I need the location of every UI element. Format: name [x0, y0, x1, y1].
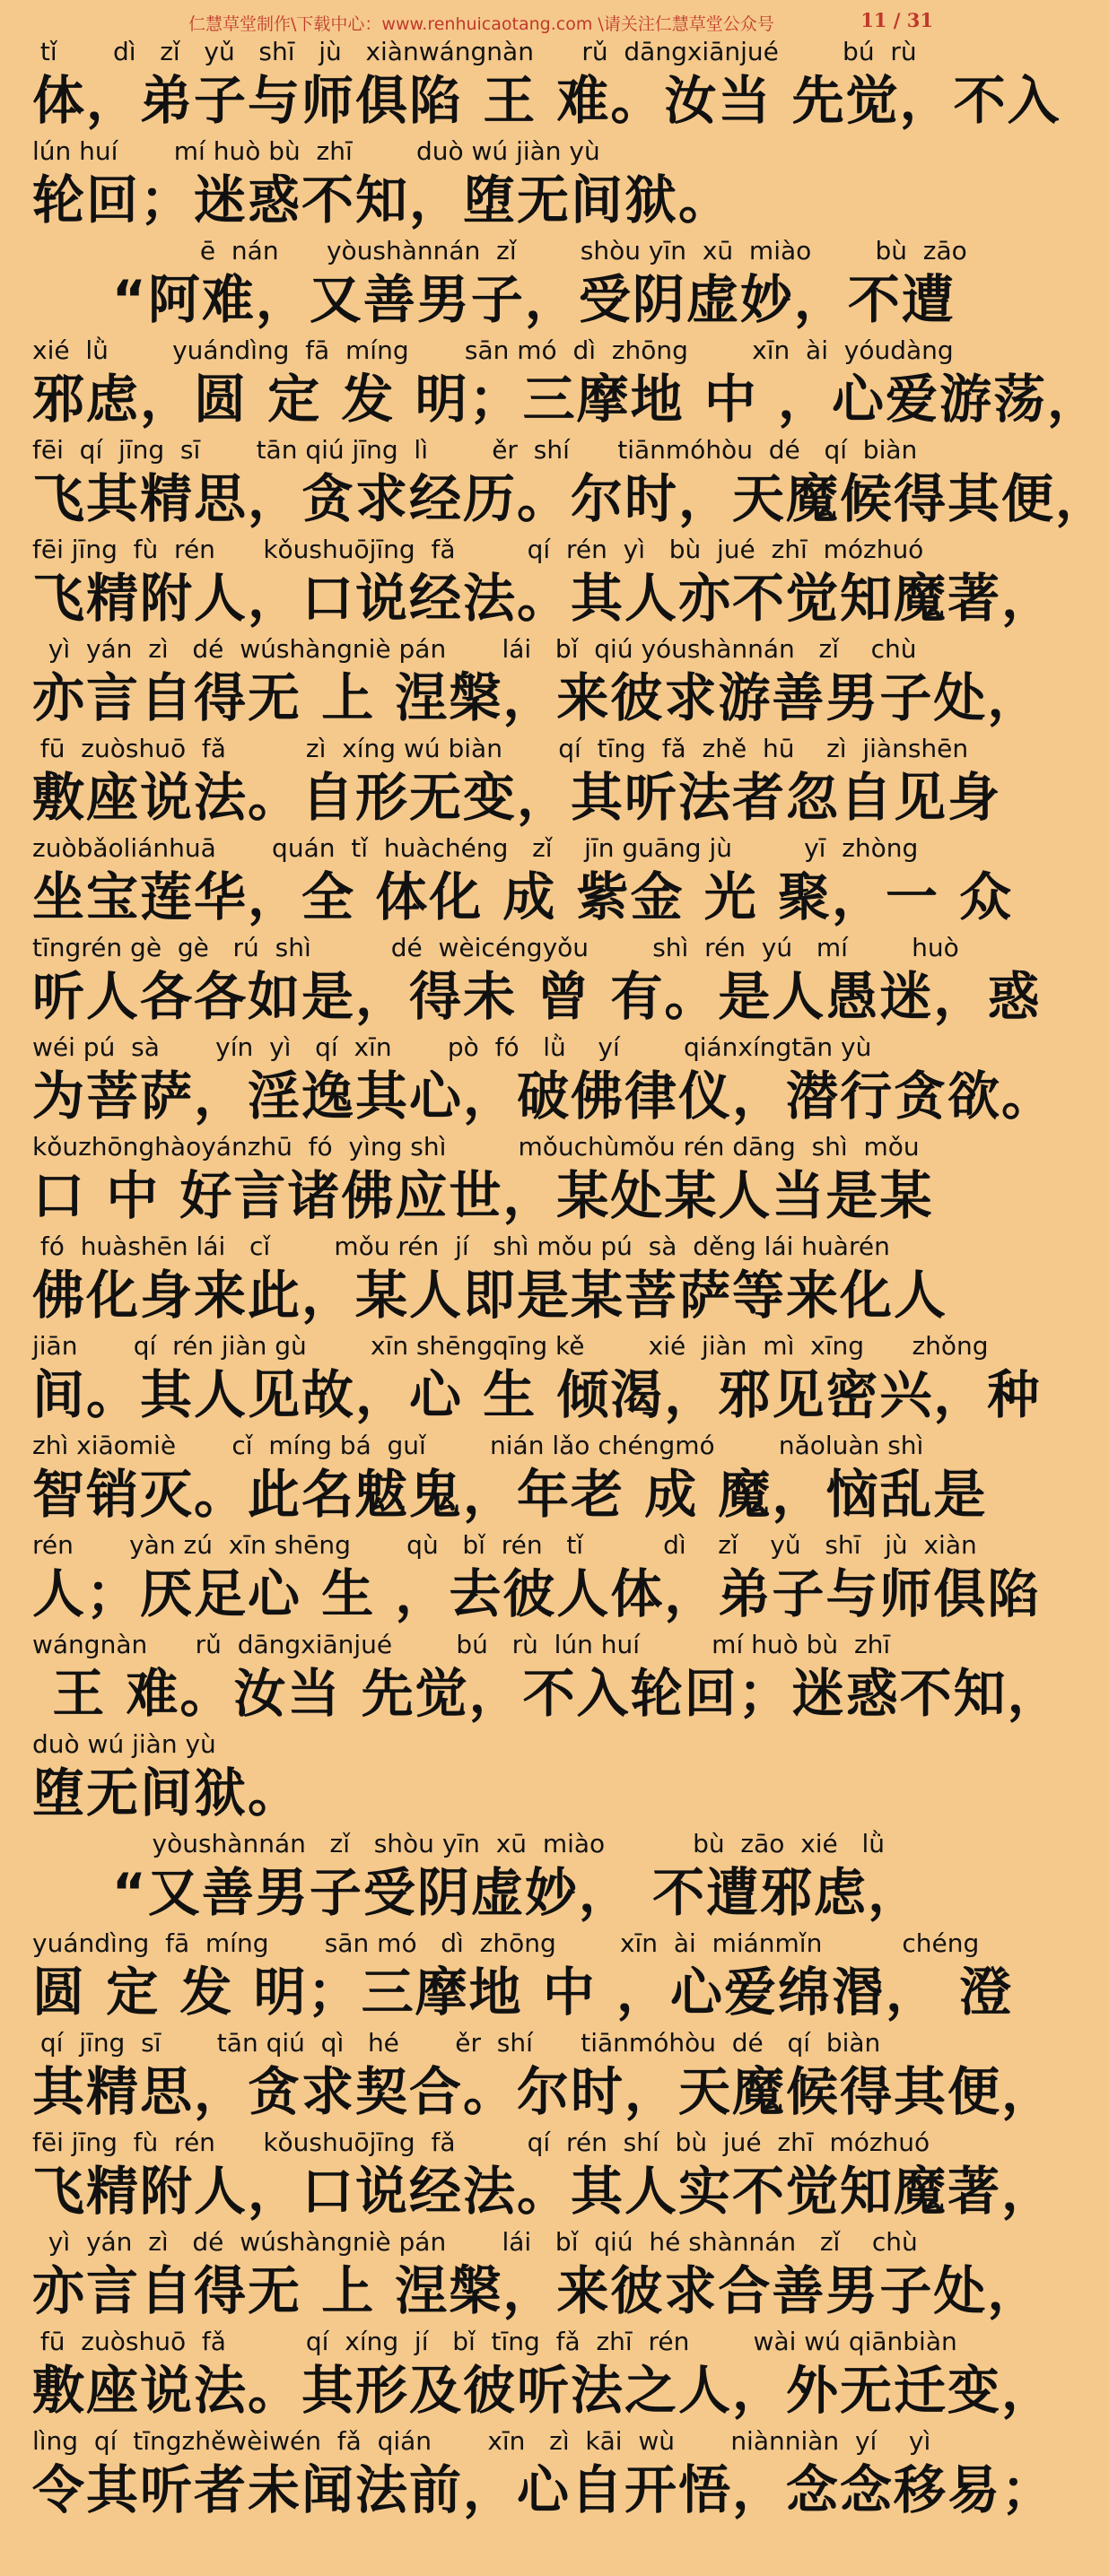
pinyin-line: kǒuzhōnghàoyánzhū fó yìng shì mǒuchùmǒu rén dāng shì mǒu [32, 1132, 920, 1162]
text-line [32, 1330, 1042, 1430]
hanzi-line: 飞精附人，口说经法。其人实不觉知魔著， [32, 2161, 1056, 2222]
text-line [32, 2226, 1042, 2326]
text-line [32, 2425, 1056, 2525]
text-line [32, 1430, 988, 1529]
pinyin-line: lún huí mí huò bù zhī duò wú jiàn yù [32, 136, 600, 166]
hanzi-line: 敷座说法。自形无变，其听法者忽自见身 [32, 767, 1002, 828]
hanzi-line: 听人各各如是，得未 曾 有。是人愚迷，惑 [32, 966, 1042, 1027]
pinyin-line: yòushànnán zǐ shòu yīn xū miào bù zāo xié lǜ [32, 1829, 886, 1858]
pinyin-line: wéi pú sà yín yì qí xīn pò fó lǜ yí qiánxíngtān yù [32, 1032, 872, 1062]
hanzi-line: 口 中 好言诸佛应世，某处某人当是某 [32, 1165, 934, 1226]
hanzi-line: 其精思，贪求契合。尔时，天魔候得其便， [32, 2061, 1056, 2122]
text-line [32, 235, 967, 335]
pinyin-line: wángnàn rǔ dāngxiānjué bú rù lún huí mí huò bù zhī [32, 1630, 891, 1659]
hanzi-line: 邪虑，圆 定 发 明；三摩地 中 ，心爱游荡， [32, 369, 1101, 430]
hanzi-line: “阿难，又善男子，受阴虚妙，不遭 [32, 269, 956, 330]
hanzi-line: 堕无间狱。 [32, 1762, 302, 1823]
hanzi-line: “又善男子受阴虚妙， 不遭邪虑， [32, 1862, 922, 1923]
page-header [0, 7, 969, 38]
header-title: 仁慧草堂制作\下载中心：www.renhuicaotang.com \请关注仁慧草堂公众号 [188, 14, 774, 34]
text-line [32, 1828, 939, 1928]
text-line [32, 2127, 1056, 2226]
text-line [32, 135, 939, 235]
pinyin-line: yì yán zì dé wúshàngniè pán lái bǐ qiú hé shànnán zǐ chù [32, 2227, 918, 2257]
pinyin-line: fū zuòshuō fǎ zì xíng wú biàn qí tīng fǎ zhě hū zì jiànshēn [32, 734, 969, 763]
text-line [32, 534, 1056, 633]
pinyin-line: yuándìng fā míng sān mó dì zhōng xīn ài miánmǐn chéng [32, 1928, 980, 1958]
pinyin-line: zuòbǎoliánhuā quán tǐ huàchéng zǐ jīn guāng jù yī zhòng [32, 833, 919, 863]
text-line [32, 932, 1042, 1031]
pinyin-line: zhì xiāomiè cǐ míng bá guǐ nián lǎo chéngmó nǎoluàn shì [32, 1431, 924, 1460]
text-line [32, 1928, 1014, 2027]
hanzi-line: 轮回；迷惑不知，堕无间狱。 [32, 170, 733, 231]
hanzi-line: 令其听者未闻法前，心自开悟，念念移易； [32, 2459, 1056, 2520]
hanzi-line: 飞精附人，口说经法。其人亦不觉知魔著， [32, 568, 1056, 629]
hanzi-line: 飞其精思，贪求经历。尔时，天魔候得其便， [32, 468, 1109, 529]
pinyin-line: fó huàshēn lái cǐ mǒu rén jí shì mǒu pú sà děng lái huàrén [32, 1231, 890, 1261]
pinyin-line: fū zuòshuō fǎ qí xíng jí bǐ tīng fǎ zhī rén wài wú qiānbiàn [32, 2327, 957, 2356]
hanzi-line: 间。其人见故，心 生 倾渴，邪见密兴，种 [32, 1364, 1042, 1425]
pinyin-line: yì yán zì dé wúshàngniè pán lái bǐ qiú yóushànnán zǐ chù [32, 634, 917, 664]
hanzi-line: 王 难。汝当 先觉，不入轮回；迷惑不知， [32, 1663, 1061, 1724]
text-line [32, 1131, 939, 1231]
text-line [32, 633, 1042, 733]
hanzi-line: 佛化身来此，某人即是某菩萨等来化人 [32, 1265, 948, 1326]
hanzi-line: 亦言自得无 上 涅槃，来彼求合善男子处， [32, 2260, 1042, 2321]
text-line [32, 2027, 1056, 2127]
text-line [32, 733, 1002, 832]
pinyin-line: rén yàn zú xīn shēng qù bǐ rén tǐ dì zǐ yǔ shī jù xiàn [32, 1530, 977, 1560]
text-line [32, 1231, 948, 1330]
pinyin-line: xié lǜ yuándìng fā míng sān mó dì zhōng xīn ài yóudàng [32, 335, 954, 365]
text-line [32, 335, 1101, 434]
page-number: 11 / 31 [860, 9, 933, 31]
pinyin-line: jiān qí rén jiàn gù xīn shēngqīng kě xié jiàn mì xīng zhǒng [32, 1331, 989, 1361]
hanzi-line: 体，弟子与师俱陷 王 难。汝当 先觉，不入 [32, 70, 1061, 131]
pinyin-line: fēi jīng fù rén kǒushuōjīng fǎ qí rén yì bù jué zhī mózhuó [32, 535, 924, 564]
text-line [32, 1529, 1042, 1629]
text-line [32, 1728, 939, 1828]
text-line [32, 36, 1061, 135]
text-line [32, 434, 1109, 534]
hanzi-line: 圆 定 发 明；三摩地 中 ，心爱绵湣， 澄 [32, 1962, 1014, 2023]
pinyin-line: lìng qí tīngzhěwèiwén fǎ qián xīn zì kāi wù niànniàn yí yì [32, 2426, 931, 2456]
text-line [32, 2326, 1056, 2425]
pinyin-line: tīngrén gè gè rú shì dé wèicéngyǒu shì rén yú mí huò [32, 933, 959, 962]
pinyin-line: fēi qí jīng sī tān qiú jīng lì ěr shí tiānmóhòu dé qí biàn [32, 435, 918, 465]
pinyin-line: ē nán yòushànnán zǐ shòu yīn xū miào bù zāo [32, 236, 967, 265]
pinyin-line: fēi jīng fù rén kǒushuōjīng fǎ qí rén shí bù jué zhī mózhuó [32, 2128, 930, 2157]
hanzi-line: 智销灭。此名魃鬼，年老 成 魔，恼乱是 [32, 1464, 988, 1525]
hanzi-line: 敷座说法。其形及彼听法之人，外无迁变， [32, 2360, 1056, 2421]
hanzi-line: 人；厌足心 生 ，去彼人体，弟子与师俱陷 [32, 1563, 1042, 1624]
hanzi-line: 亦言自得无 上 涅槃，来彼求游善男子处， [32, 667, 1042, 728]
text-line [32, 1629, 1061, 1728]
text-line [32, 832, 1014, 932]
pinyin-line: duò wú jiàn yù [32, 1729, 216, 1759]
pinyin-line: tǐ dì zǐ yǔ shī jù xiànwángnàn rǔ dāngxiānjué bú rù [32, 37, 917, 66]
hanzi-line: 为菩萨，淫逸其心，破佛律仪，潜行贪欲。 [32, 1066, 1056, 1127]
scripture-text [32, 36, 1109, 2525]
pinyin-line: qí jīng sī tān qiú qì hé ěr shí tiānmóhòu dé qí biàn [32, 2028, 881, 2058]
text-line [32, 1031, 1056, 1131]
hanzi-line: 坐宝莲华，全 体化 成 紫金 光 聚，一 众 [32, 866, 1014, 927]
